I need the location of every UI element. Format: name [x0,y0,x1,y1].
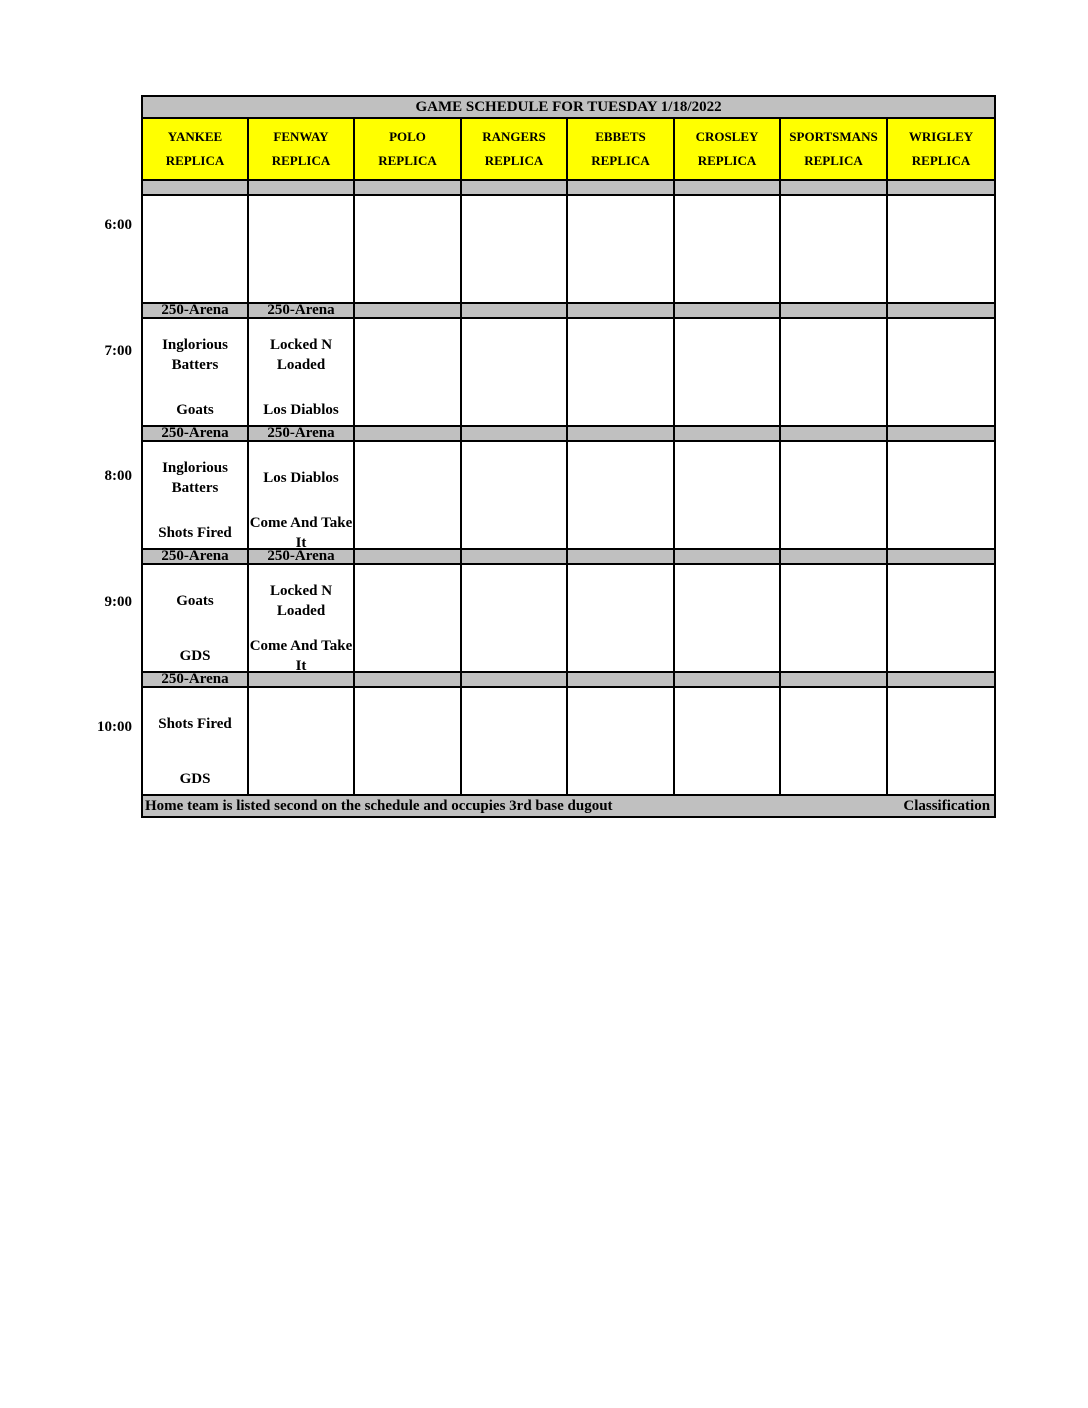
field-subtitle: REPLICA [697,153,757,168]
game-cell [674,564,780,672]
division-cell [354,303,461,318]
home-team-note: Home team is listed second on the schedule and occupies 3rd base dugout [145,797,613,814]
game-cell [461,441,567,549]
game-cell [780,195,887,303]
field-header-sportsmans [780,118,887,180]
field-header-yankee [142,118,248,180]
game-cell [567,687,674,795]
away-team: Locked N Loaded [269,337,333,373]
division-cell [780,672,887,687]
field-subtitle: REPLICA [165,153,225,168]
home-team: Shots Fired [158,525,232,541]
game-cell [887,441,995,549]
schedule-table [141,95,996,818]
game-cell [674,195,780,303]
home-team: GDS [179,771,211,787]
game-cell [142,564,248,672]
time-label: 10:00 [97,719,132,735]
field-subtitle: REPLICA [591,153,650,168]
division-cell [142,180,248,195]
division-cell [567,303,674,318]
division-cell [674,672,780,687]
game-cell [887,318,995,426]
division-cell [567,672,674,687]
away-team: Los Diablos [263,470,339,486]
away-team: Inglorious Batters [162,460,228,496]
field-name: RANGERS [482,129,546,144]
division-cell [780,303,887,318]
division-cell [674,180,780,195]
field-name: SPORTSMANS [789,129,878,144]
game-cell [567,564,674,672]
field-header-wrigley [887,118,995,180]
time-slot-row [142,441,995,549]
game-cell [567,318,674,426]
field-subtitle: REPLICA [484,153,544,168]
division-cell [354,426,461,441]
game-schedule [141,95,994,818]
classification-label: Classification [903,797,991,814]
time-slot-row [142,318,995,426]
game-cell [248,318,354,426]
division-cell [887,426,995,441]
game-cell [674,441,780,549]
field-subtitle: REPLICA [911,153,971,168]
division-cell [248,180,354,195]
home-team: Come And Take It [249,515,353,551]
division-cell: 250-Arena [248,426,354,441]
division-cell [461,672,567,687]
division-cell [354,672,461,687]
division-cell [461,180,567,195]
field-name: POLO [389,129,426,144]
game-cell [142,441,248,549]
division-cell [887,672,995,687]
game-cell [780,441,887,549]
game-cell [887,564,995,672]
division-cell: 250-Arena [142,426,248,441]
division-cell [780,180,887,195]
game-cell [354,318,461,426]
game-cell [887,687,995,795]
game-cell [354,441,461,549]
division-cell: 250-Arena [248,303,354,318]
game-cell [142,318,248,426]
field-header-ebbets [567,118,674,180]
away-team: Inglorious Batters [162,337,228,373]
game-cell [461,564,567,672]
home-team: Goats [176,402,214,418]
time-label: 6:00 [104,217,132,233]
time-slot-row [142,687,995,795]
field-name: EBBETS [595,129,646,144]
division-cell [354,180,461,195]
schedule-footer [142,795,995,817]
time-slot-row [142,195,995,303]
field-name: YANKEE [167,129,223,144]
field-header-rangers [461,118,567,180]
game-cell [354,687,461,795]
field-name: CROSLEY [695,129,759,144]
game-cell [780,564,887,672]
field-header-polo [354,118,461,180]
division-cell [567,549,674,564]
game-cell [354,564,461,672]
game-cell [780,687,887,795]
field-subtitle: REPLICA [804,153,863,168]
division-cell [567,426,674,441]
game-cell [780,318,887,426]
game-cell [461,687,567,795]
division-cell: 250-Arena [248,549,354,564]
away-team: Locked N Loaded [269,583,333,619]
division-cell [461,549,567,564]
game-cell [674,318,780,426]
division-cell [461,426,567,441]
field-header-fenway [248,118,354,180]
home-team: Los Diablos [263,402,339,418]
time-slot-row [142,564,995,672]
division-cell [674,426,780,441]
field-subtitle: REPLICA [271,153,331,168]
away-team: Goats [176,593,214,609]
time-label: 7:00 [104,343,132,359]
game-cell [248,564,354,672]
game-cell [248,441,354,549]
game-cell [248,687,354,795]
game-cell [142,195,248,303]
game-cell [674,687,780,795]
game-cell [887,195,995,303]
division-cell [887,303,995,318]
game-cell [248,195,354,303]
schedule-title: GAME SCHEDULE FOR TUESDAY 1/18/2022 [142,96,995,118]
home-team: GDS [179,648,211,664]
away-team: Shots Fired [158,716,232,732]
division-cell [354,549,461,564]
division-cell [567,180,674,195]
division-cell: 250-Arena [142,549,248,564]
game-cell [567,195,674,303]
game-cell [461,195,567,303]
division-cell [674,549,780,564]
division-cell: 250-Arena [142,303,248,318]
game-cell [567,441,674,549]
field-name: WRIGLEY [908,129,974,144]
game-cell [142,687,248,795]
division-cell [461,303,567,318]
game-cell [354,195,461,303]
home-team: Come And Take It [249,638,353,674]
division-cell [780,426,887,441]
field-name: FENWAY [273,129,329,144]
time-label: 8:00 [104,468,132,484]
division-cell [780,549,887,564]
division-cell [887,549,995,564]
field-subtitle: REPLICA [378,153,437,168]
division-cell: 250-Arena [142,672,248,687]
division-cell [887,180,995,195]
division-cell [674,303,780,318]
field-header-crosley [674,118,780,180]
time-label: 9:00 [104,594,132,610]
game-cell [461,318,567,426]
